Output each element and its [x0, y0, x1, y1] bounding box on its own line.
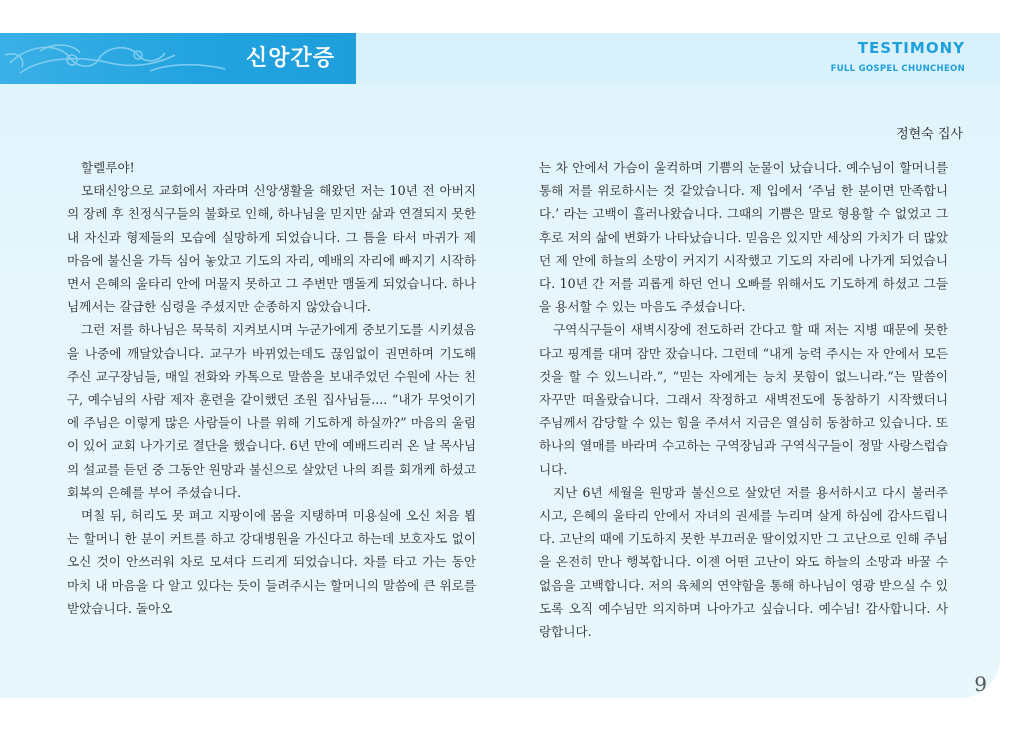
author-name: 정현숙 집사 — [896, 127, 963, 142]
swirl-ornament-icon — [0, 33, 230, 84]
paragraph: 모태신앙으로 교회에서 자라며 신앙생활을 해왔던 저는 10년 전 아버지의 장례 후 친정식구들의 불화로 인해, 하나님을 믿지만 삶과 연결되지 못한 내 자신과 형제들의 모습에 실망하게 되었습니다. 그 틈을 타서 마귀가 제 마음에 불신을 가득 심어 놓았고 기도의 자리, 예배의 자리에 빠지기 시작하면서 은혜의 울타리 안에 머물지 못하고 그 주변만 맴돌게 되었습니다. 하나님께서는 갈급한 심령을 주셨지만 순종하지 않았습니다. — [67, 183, 477, 315]
church-name-label: FULL GOSPEL CHUNCHEON — [830, 64, 965, 74]
testimony-label: TESTIMONY — [857, 39, 965, 57]
paragraph: 구역식구들이 새벽시장에 전도하러 간다고 할 때 저는 지병 때문에 못한다고 핑계를 대며 잠만 잤습니다. 그런데 “내게 능력 주시는 자 안에서 모든 것을 할 수 있느니라.”, “믿는 자에게는 능치 못함이 없느니라.”는 말씀이 자꾸만 떠올랐습니다. 그래서 작정하고 새벽전도에 동참하기 시작했더니 주님께서 감당할 수 있는 힘을 주셔서 지금은 열심히 동참하고 있습니다. 또 하나의 열매를 바라며 수고하는 구역장님과 구역식구들이 정말 사랑스럽습니다. — [539, 322, 949, 477]
page-number: 9 — [974, 672, 987, 696]
article-column-left — [67, 156, 476, 620]
section-title: 신앙간증 — [246, 46, 336, 71]
paragraph: 며칠 뒤, 허리도 못 펴고 지팡이에 몸을 지탱하며 미용실에 오신 처음 뵙는 할머니 한 분이 커트를 하고 강대병원을 가신다고 하는데 보호자도 없이 오신 것이 안쓰러워 차로 모셔다 드리게 되었습니다. 차를 타고 가는 동안 마치 내 마음을 다 알고 있다는 듯이 들려주시는 할머니의 말씀에 큰 위로를 받았습니다. 돌아오 — [67, 508, 477, 616]
paragraph: 할렐루야! — [81, 160, 135, 175]
paragraph: 는 차 안에서 가슴이 울컥하며 기쁨의 눈물이 났습니다. 예수님이 할머니를 통해 저를 위로하시는 것 같았습니다. 제 입에서 ‘주님 한 분이면 만족합니다.’ 라는 고백이 흘러나왔습니다. 그때의 기쁨은 말로 형용할 수 없었고 그 후로 저의 삶에 변화가 나타났습니다. 믿음은 있지만 세상의 가치가 더 많았던 제 안에 하늘의 소망이 커지기 시작했고 기도의 자리에 나가게 되었습니다. 10년 간 저를 괴롭게 하던 언니 오빠를 위해서도 기도하게 하셨고 그들을 용서할 수 있는 마음도 주셨습니다. — [539, 160, 949, 315]
paragraph: 지난 6년 세월을 원망과 불신으로 살았던 저를 용서하시고 다시 불러주시고, 은혜의 울타리 안에서 자녀의 권세를 누리며 살게 하심에 감사드립니다. 고난의 때에 기도하지 못한 부끄러운 딸이었지만 그 고난으로 인해 주님을 온전히 만나 행복합니다. 이젠 어떤 고난이 와도 하늘의 소망과 바꿀 수 없음을 고백합니다. 저의 육체의 연약함을 통해 하나님이 영광 받으실 수 있도록 오직 예수님만 의지하며 나아가고 싶습니다. 예수님! 감사합니다. 사랑합니다. — [539, 484, 949, 640]
paragraph: 그런 저를 하나님은 묵묵히 지켜보시며 누군가에게 중보기도를 시키셨음을 나중에 깨달았습니다. 교구가 바뀌었는데도 끊임없이 권면하며 기도해주신 교구장님들, 매일 전화와 카톡으로 말씀을 보내주었던 수원에 사는 친구, 예수님의 사람 제자 훈련을 같이했던 조원 집사님들.... “내가 무엇이기에 주님은 이렇게 많은 사람들이 나를 위해 기도하게 하실까?” 마음의 울림이 있어 교회 나가기로 결단을 했습니다. 6년 만에 예배드리러 온 날 목사님의 설교를 듣던 중 그동안 원망과 불신으로 살았던 나의 죄를 회개케 하셨고 회복의 은혜를 부어 주셨습니다. — [67, 322, 477, 500]
article-column-right — [539, 156, 948, 643]
